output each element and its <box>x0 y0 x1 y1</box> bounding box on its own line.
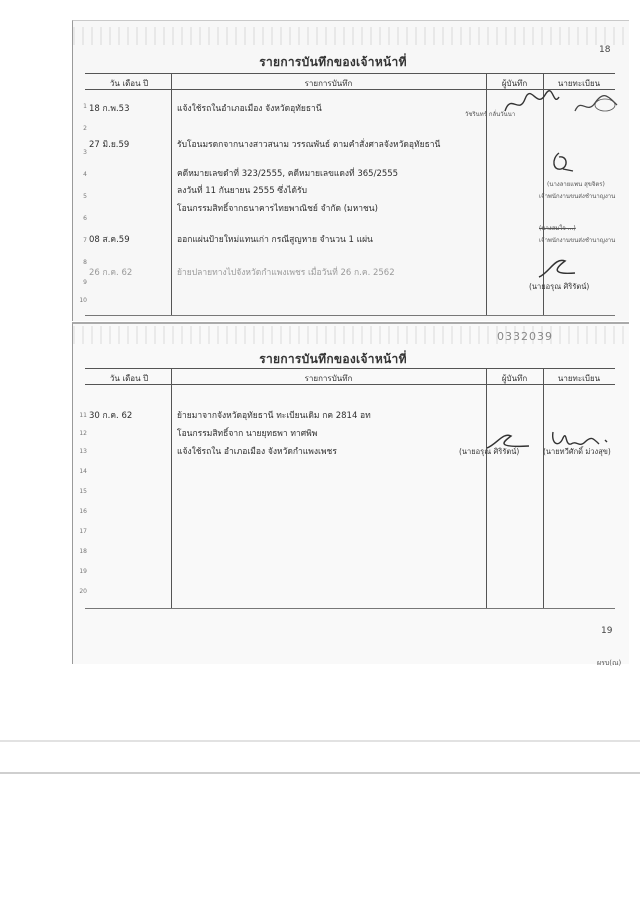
signature-name: (นายอรุณ ศิริรัตน์) <box>529 282 590 291</box>
entry-date: 30 ก.ค. 62 <box>89 411 133 421</box>
entry-text: แจ้งใช้รถใน อำเภอเมือง จังหวัดกำแพงเพชร <box>177 447 337 457</box>
header-registrar: นายทะเบียน <box>557 79 601 88</box>
signature-title: เจ้าพนักงานขนส่งชำนาญงาน <box>539 193 616 200</box>
header-entry: รายการบันทึก <box>304 79 353 88</box>
entry-text: ออกแผ่นป้ายใหม่แทนเก่า กรณีสูญหาย จำนวน 1 แผ่น <box>177 235 373 245</box>
row-number: 10 <box>79 297 87 304</box>
entry-text: คดีหมายเลขดำที่ 323/2555, คดีหมายเลขแดงที่ 365/2555 <box>177 169 399 179</box>
signature-name: (นางลายแพน สุขจิตร) <box>547 181 605 188</box>
row-number: 5 <box>83 193 87 200</box>
row-number: 11 <box>79 412 87 419</box>
column-divider <box>486 368 487 608</box>
table-bottom-border <box>85 315 615 316</box>
entry-date: 26 ก.ค. 62 <box>89 268 133 278</box>
page-number: 18 <box>599 45 611 55</box>
row-number: 20 <box>79 588 87 595</box>
security-pattern <box>73 27 629 45</box>
entry-text: โอนกรรมสิทธิ์จากธนาคารไทยพาณิชย์ จำกัด (มหาชน) <box>177 204 378 214</box>
table-bottom-border <box>85 608 615 609</box>
header-recorder: ผู้บันทึก <box>501 374 528 383</box>
row-number: 8 <box>83 259 87 266</box>
scan-artifact-line <box>0 772 640 774</box>
header-date: วัน เดือน ปี <box>109 374 149 383</box>
signature-scribble <box>535 253 579 283</box>
column-divider <box>171 368 172 608</box>
row-number: 16 <box>79 508 87 515</box>
table-top-border <box>85 368 615 369</box>
entry-date: 18 ก.พ.53 <box>89 104 130 114</box>
signature-scribble <box>573 91 619 119</box>
entry-text: ย้ายมาจากจังหวัดอุทัยธานี ทะเบียนเดิม กค 2814 อท <box>177 411 371 421</box>
signature-name: (นายทวีศักดิ์ ม่วงสุข) <box>543 447 611 456</box>
entry-text: รับโอนมรดกจากนางสาวสนาม วรรณพันธ์ ตามคำสั่งศาลจังหวัดอุทัยธานี <box>177 140 441 150</box>
row-number: 7 <box>83 237 87 244</box>
row-number: 17 <box>79 528 87 535</box>
entry-text: โอนกรรมสิทธิ์จาก นายยุทธพา ทาศพิพ <box>177 429 318 439</box>
entry-text: แจ้งใช้รถในอำเภอเมือง จังหวัดอุทัยธานี <box>177 104 322 114</box>
header-entry: รายการบันทึก <box>304 374 353 383</box>
row-number: 12 <box>79 430 87 437</box>
row-number: 19 <box>79 568 87 575</box>
bottom-record-sheet <box>72 322 629 667</box>
corner-stamp: ผรบ(ณ) <box>597 659 622 667</box>
row-number: 15 <box>79 488 87 495</box>
header-registrar: นายทะเบียน <box>557 374 601 383</box>
header-date: วัน เดือน ปี <box>109 79 149 88</box>
row-number: 4 <box>83 171 87 178</box>
signature-name: (นางสมใจ ...) <box>539 225 576 232</box>
row-number: 14 <box>79 468 87 475</box>
entry-text: ย้ายปลายทางไปจังหวัดกำแพงเพชร เมื่อวันที่ 26 ก.ค. 2562 <box>177 268 395 278</box>
signature-scribble <box>549 149 579 175</box>
sheet-title: รายการบันทึกของเจ้าหน้าที่ <box>259 55 407 69</box>
row-number: 18 <box>79 548 87 555</box>
top-record-sheet <box>72 20 629 321</box>
signature-title: เจ้าพนักงานขนส่งชำนาญงาน <box>539 237 616 244</box>
row-number: 9 <box>83 279 87 286</box>
scan-artifact-line <box>0 740 640 742</box>
column-divider <box>543 368 544 608</box>
entry-date: 08 ส.ค.59 <box>89 235 130 245</box>
header-recorder: ผู้บันทึก <box>501 79 528 88</box>
column-divider <box>171 73 172 315</box>
page-number: 19 <box>601 626 613 636</box>
table-top-border <box>85 73 615 74</box>
row-number: 2 <box>83 125 87 132</box>
entry-text: ลงวันที่ 11 กันยายน 2555 ซึ่งได้รับ <box>177 186 307 196</box>
row-number: 13 <box>79 448 87 455</box>
entry-date: 27 มิ.ย.59 <box>89 140 130 150</box>
row-number: 6 <box>83 215 87 222</box>
signature-name: วัชรินทร์ กลั่นวันนา <box>465 111 516 118</box>
row-number: 1 <box>83 103 87 110</box>
serial-number-fragment: 0332039 <box>497 330 553 343</box>
row-number: 3 <box>83 149 87 156</box>
signature-name: (นายอรุณ ศิริรัตน์) <box>459 447 520 456</box>
sheet-title: รายการบันทึกของเจ้าหน้าที่ <box>259 352 407 366</box>
